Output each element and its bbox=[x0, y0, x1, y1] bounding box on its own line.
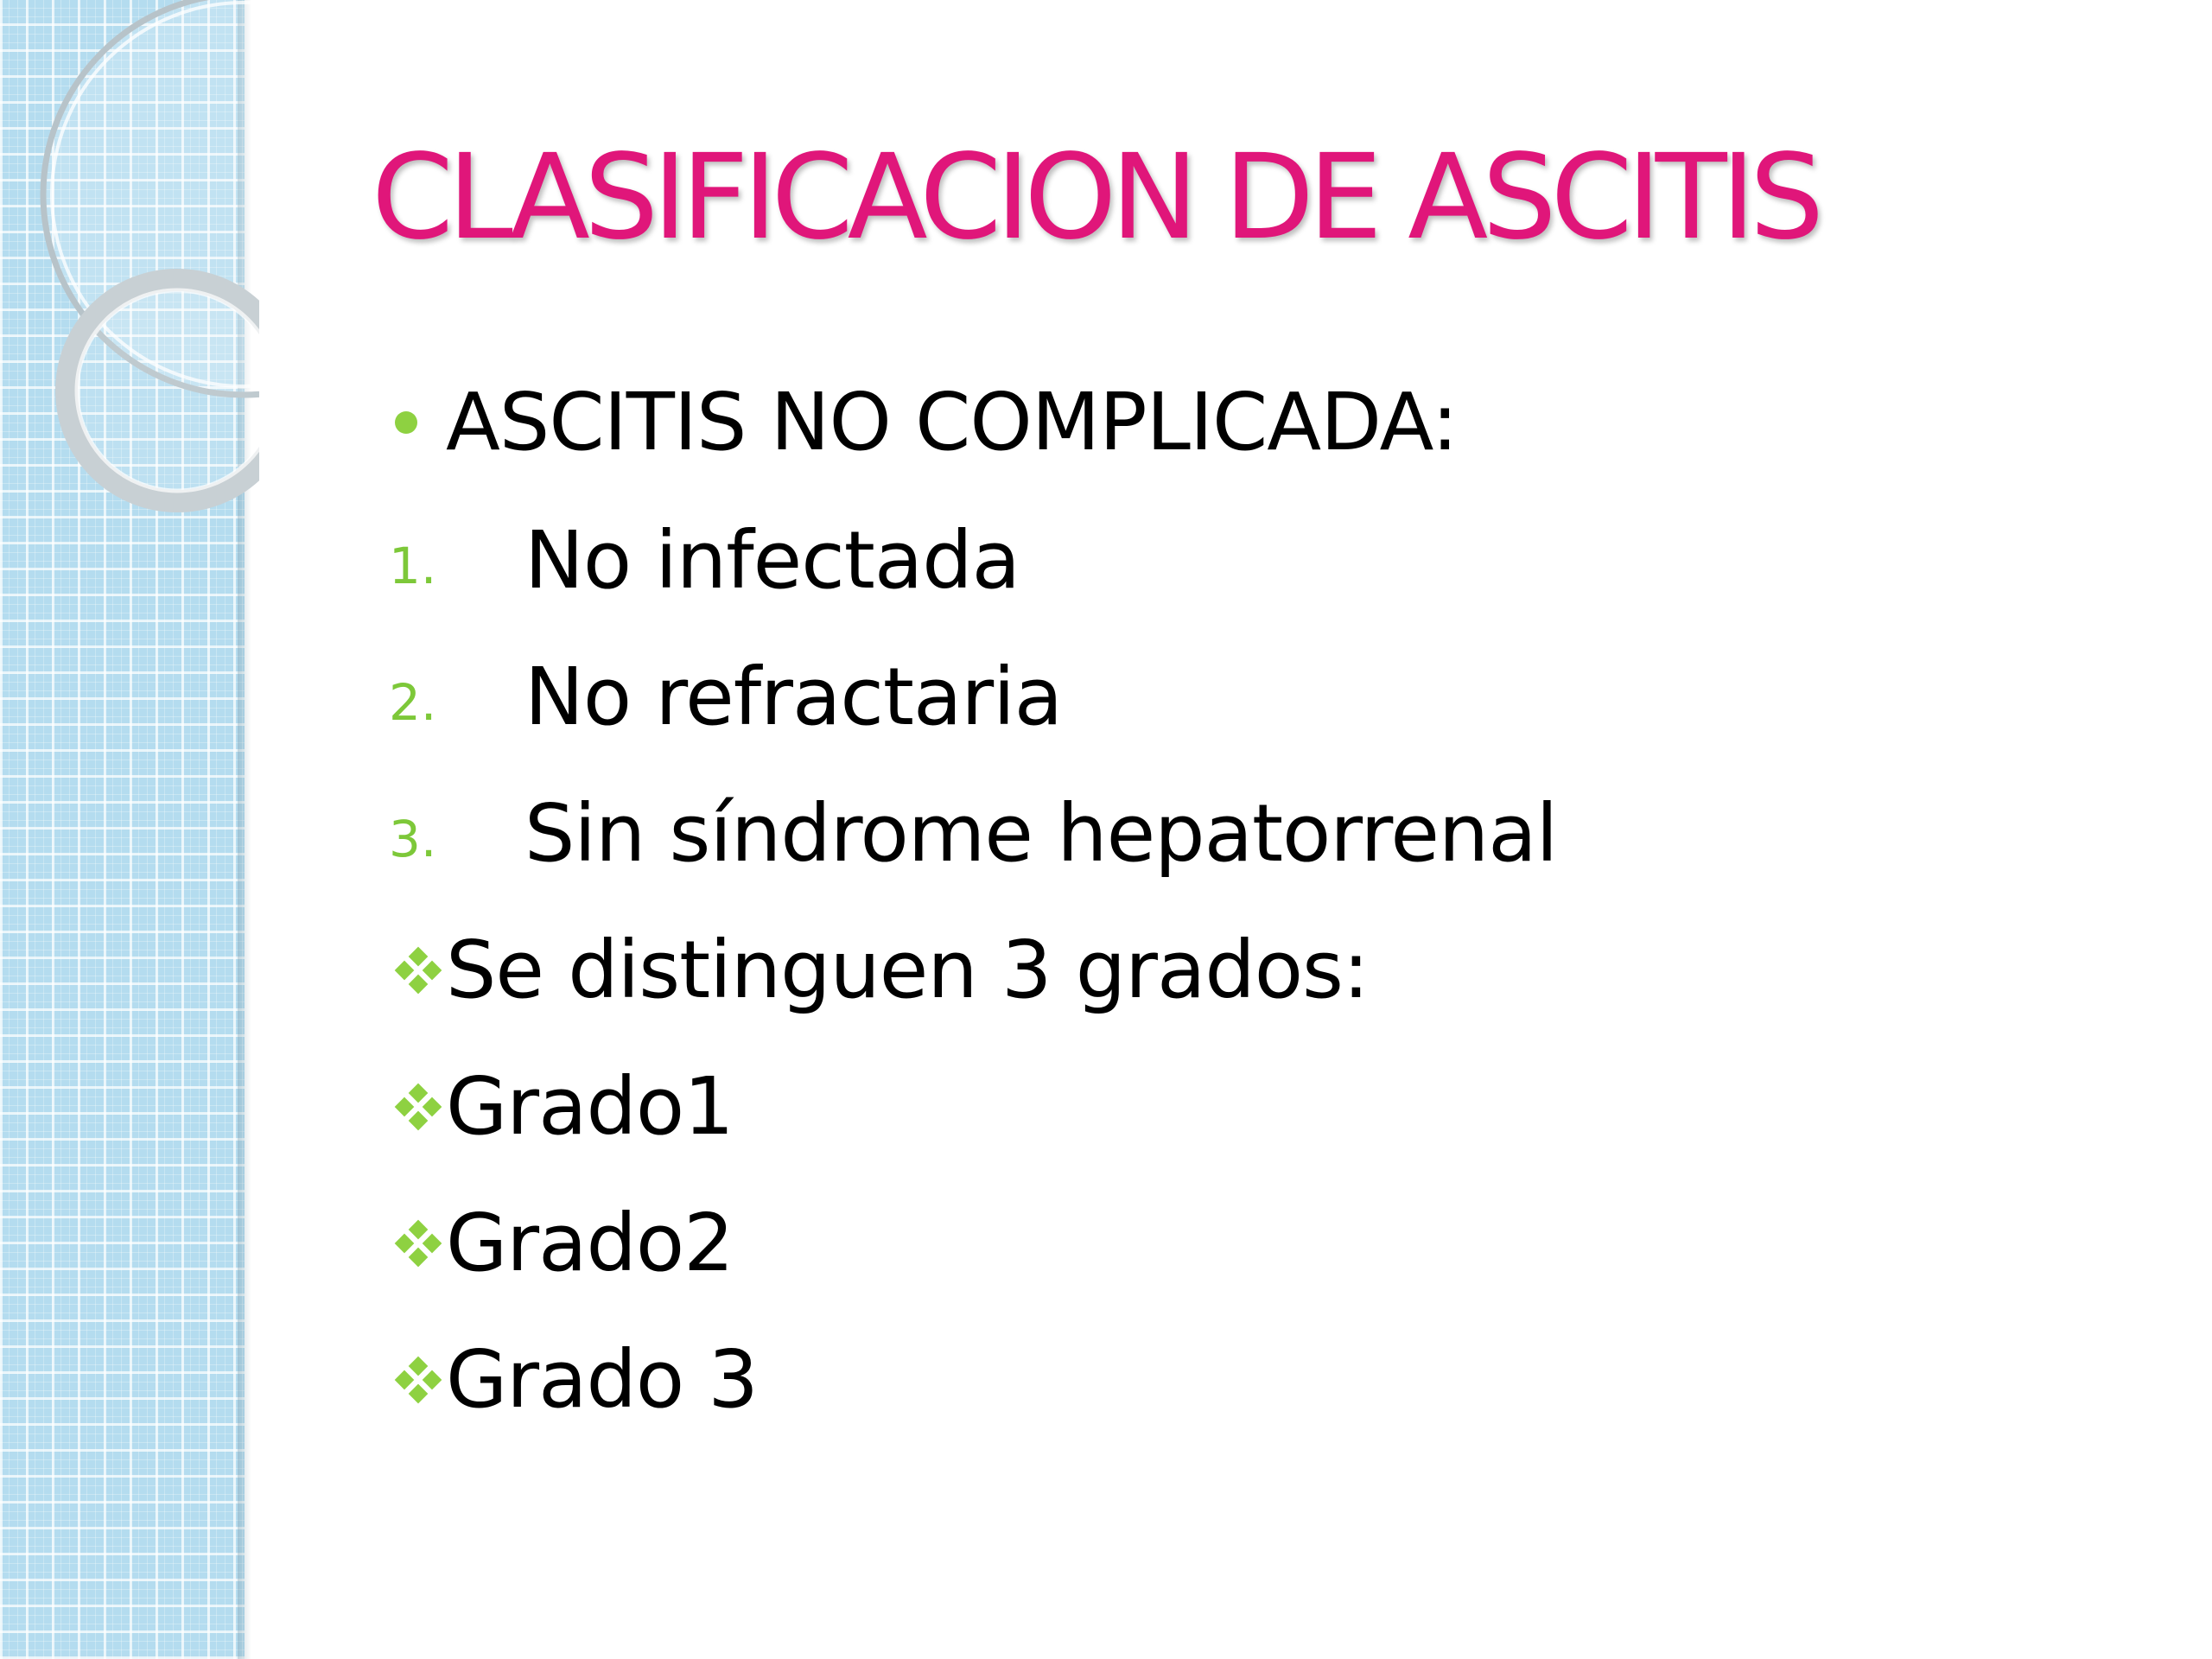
round-dot-icon bbox=[395, 411, 417, 434]
item-number: 2. bbox=[389, 672, 437, 732]
item-text: Grado1 bbox=[446, 1060, 734, 1153]
diamond-bullet-item bbox=[380, 1197, 734, 1289]
item-number: 3. bbox=[389, 809, 437, 868]
four-diamond-icon bbox=[396, 1357, 441, 1402]
item-text: No refractaria bbox=[524, 651, 1063, 743]
small-ring bbox=[67, 280, 259, 501]
item-text: Grado 3 bbox=[446, 1333, 758, 1426]
item-text: Sin síndrome hepatorrenal bbox=[524, 787, 1558, 880]
item-text: No infectada bbox=[524, 514, 1020, 607]
four-diamond-icon bbox=[396, 948, 441, 993]
item-number: 1. bbox=[389, 536, 437, 595]
item-text: Se distinguen 3 grados: bbox=[446, 924, 1369, 1016]
numbered-item bbox=[380, 651, 1062, 743]
numbered-item bbox=[380, 787, 1557, 880]
item-text: Grado2 bbox=[446, 1197, 734, 1289]
slide-title: CLASIFICACION DE ASCITIS bbox=[372, 130, 1819, 266]
decorative-rings bbox=[0, 0, 259, 553]
four-diamond-icon bbox=[396, 1084, 441, 1129]
four-diamond-icon bbox=[396, 1221, 441, 1266]
diamond-bullet-item bbox=[380, 924, 1369, 1016]
numbered-item bbox=[380, 514, 1020, 607]
heading-text: ASCITIS NO COMPLICADA: bbox=[446, 376, 1458, 468]
diamond-bullet-item bbox=[380, 1060, 734, 1153]
heading-bullet-row bbox=[380, 376, 1458, 468]
diamond-bullet-item bbox=[380, 1333, 758, 1426]
